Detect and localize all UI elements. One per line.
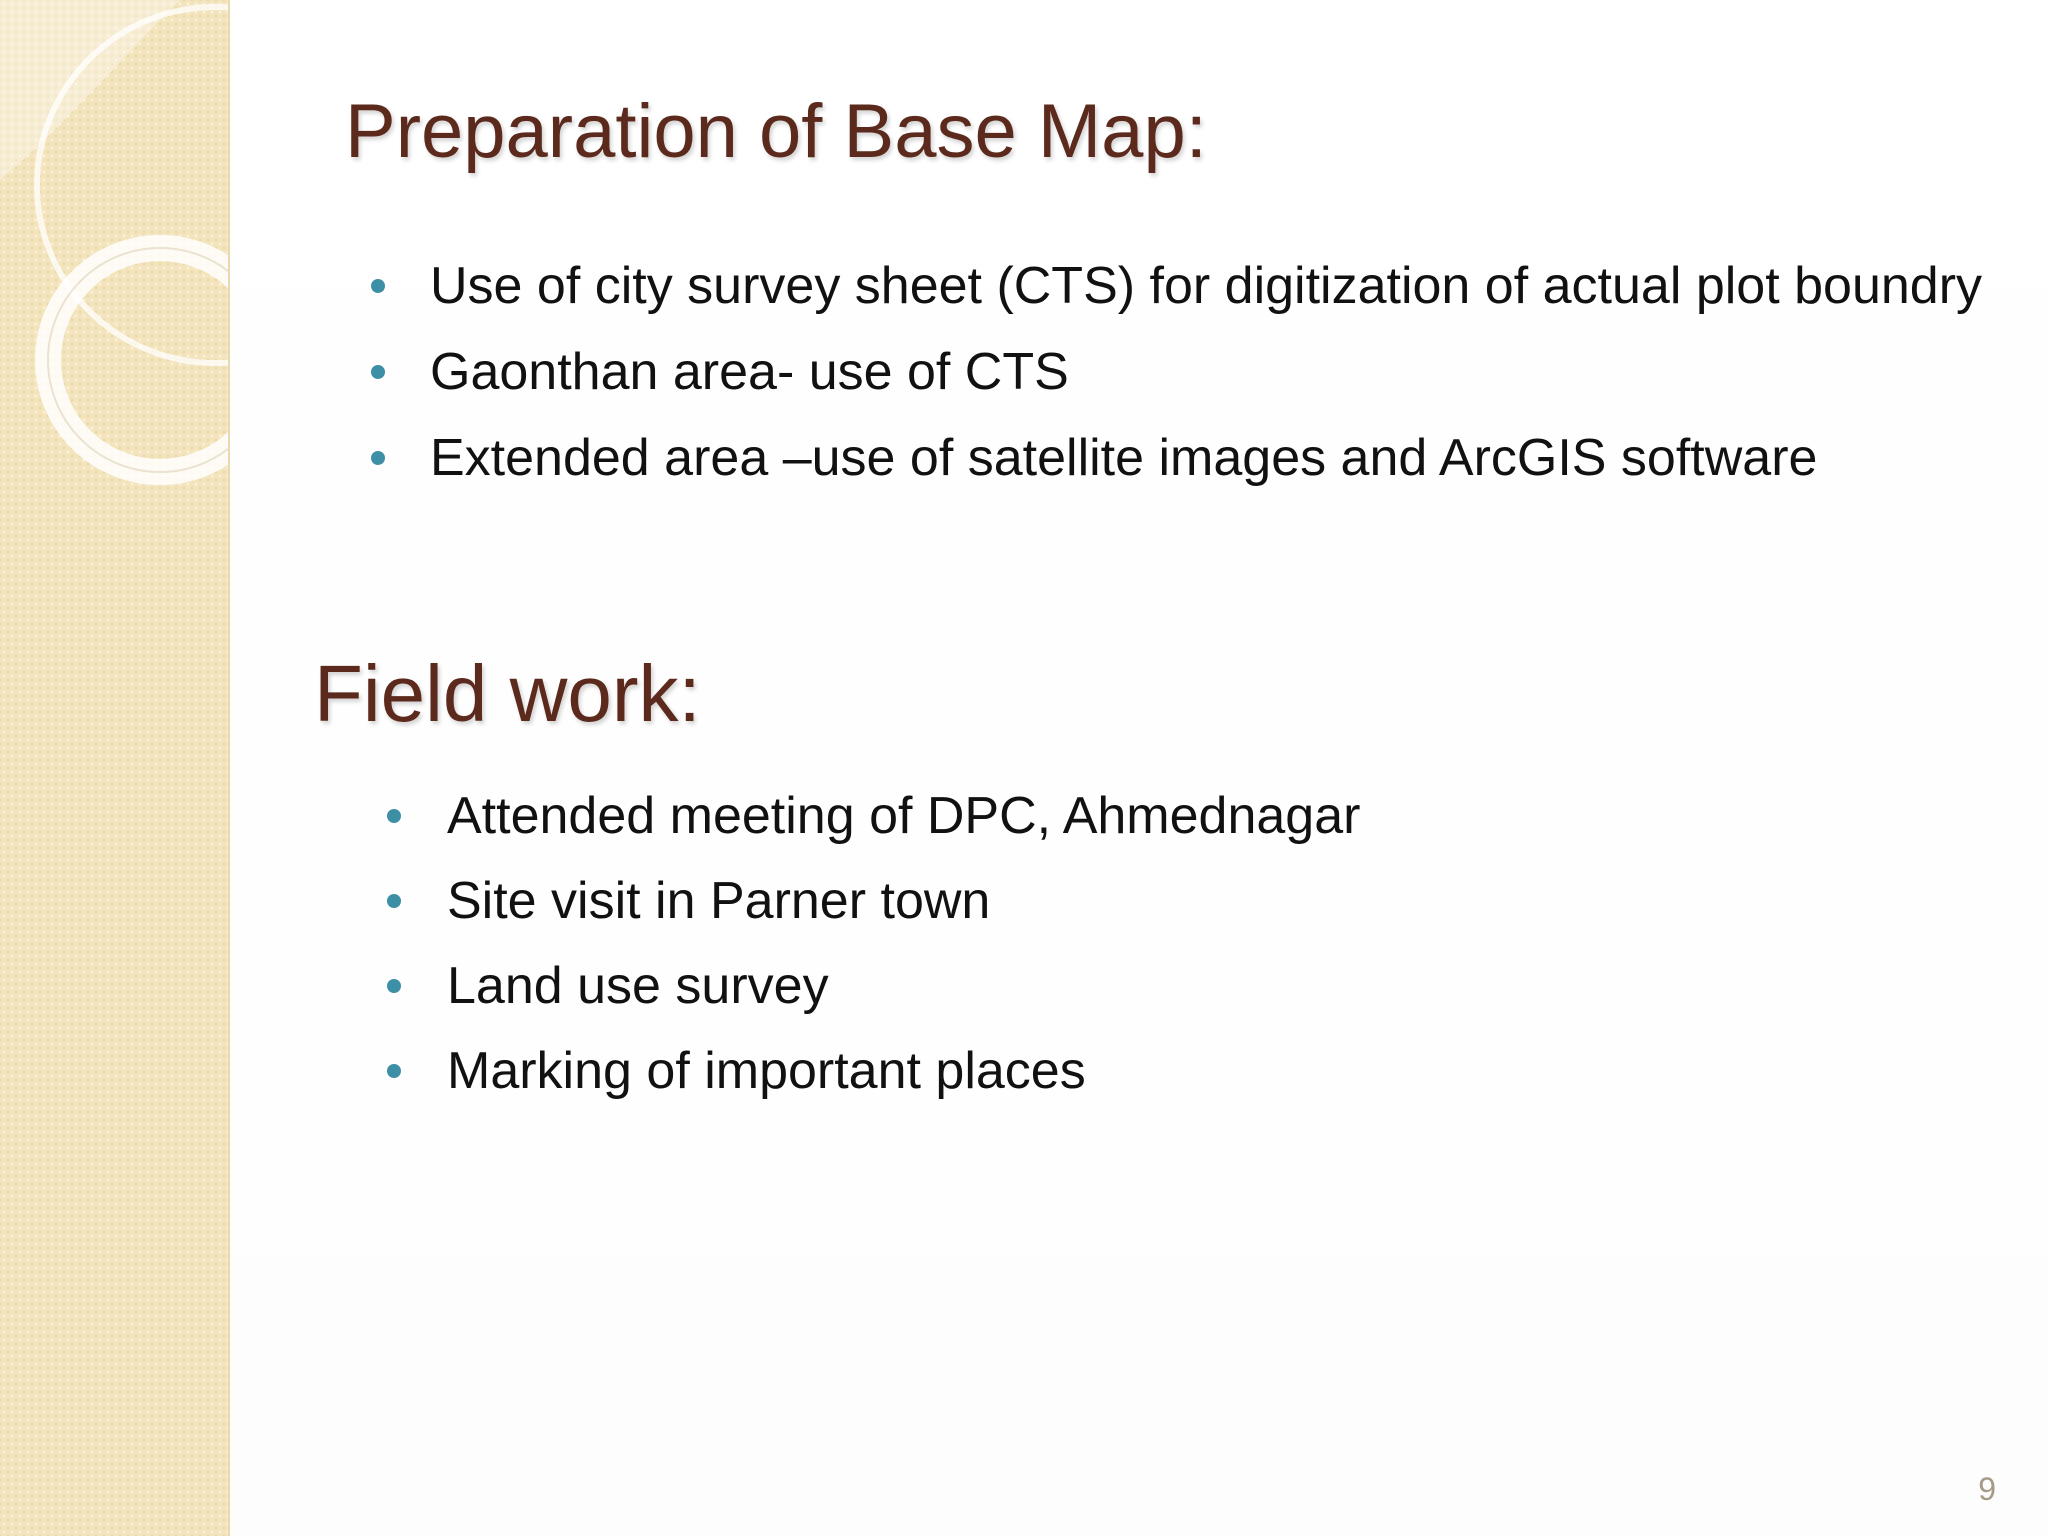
bullet-dot-icon [387,979,401,993]
bullet-dot-icon [371,365,385,379]
bullet-text: Use of city survey sheet (CTS) for digitization of actual plot boundry [430,257,1983,315]
bullet-dot-icon [387,894,401,908]
list-item [447,867,1947,935]
slide-number: 9 [1978,1471,1996,1507]
bullet-text: Gaonthan area- use of CTS [430,343,1069,401]
bullet-text: Extended area –use of satellite images and ArcGIS software [430,429,1818,487]
bullet-dot-icon [371,451,385,465]
decorative-sidebar [0,0,230,1536]
list-item [430,338,1990,406]
bullet-dot-icon [387,1064,401,1078]
bullet-text: Marking of important places [447,1042,1086,1100]
field-work-bullet-list [447,782,1947,1122]
list-item [447,952,1947,1020]
base-map-bullet-list [430,252,1990,510]
bullet-text: Land use survey [447,957,829,1015]
base-map-heading: Preparation of Base Map: [345,89,1207,174]
field-work-heading: Field work: [314,649,701,738]
list-item [447,1037,1947,1105]
bullet-dot-icon [387,809,401,823]
bullet-dot-icon [371,279,385,293]
list-item [430,252,1990,320]
content-panel [230,0,2048,1536]
list-item [430,424,1990,492]
bullet-text: Attended meeting of DPC, Ahmednagar [447,787,1361,845]
bullet-text: Site visit in Parner town [447,872,991,930]
decorative-rings [0,0,228,520]
list-item [447,782,1947,850]
